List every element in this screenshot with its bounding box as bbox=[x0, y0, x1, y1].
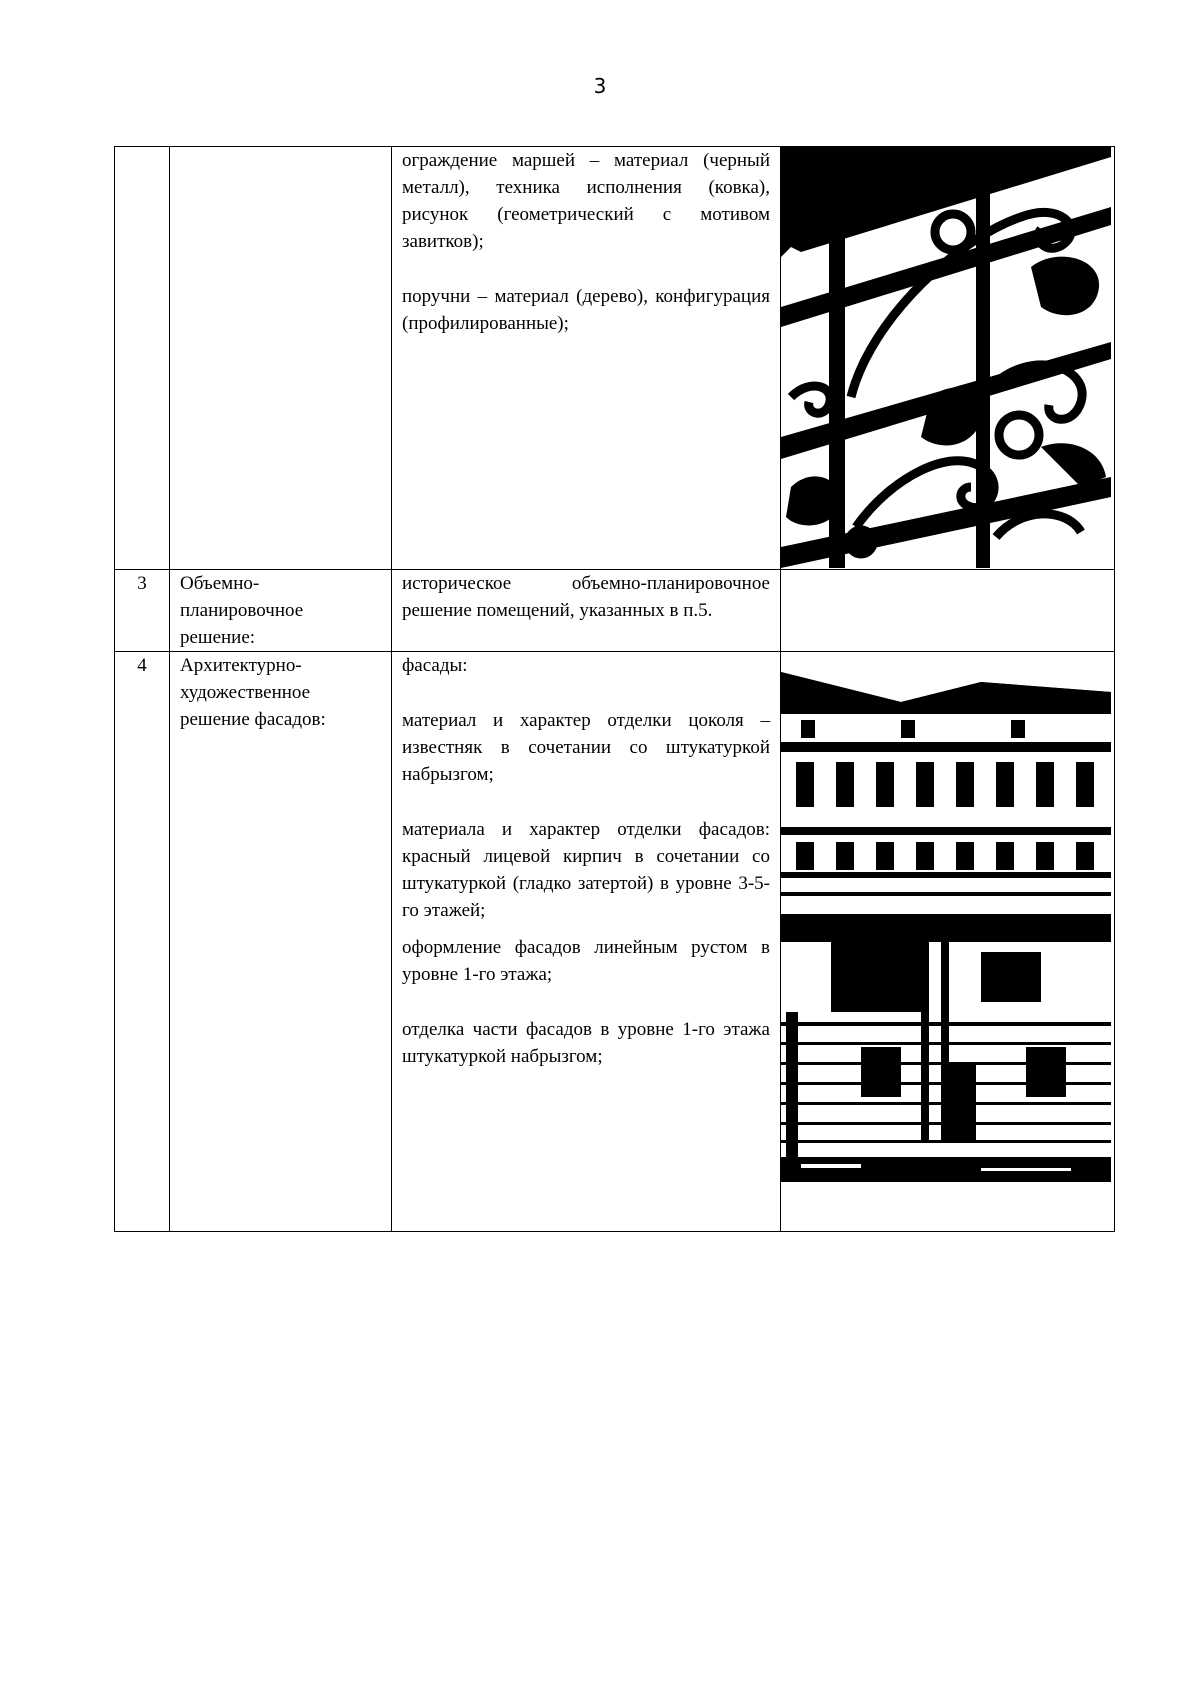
row-number-cell: 3 bbox=[115, 570, 170, 652]
row-number-cell bbox=[115, 147, 170, 570]
page-number: 3 bbox=[593, 74, 607, 98]
row-description-cell bbox=[392, 147, 781, 570]
row-name-cell: Объемно-планировочное решение: bbox=[170, 570, 392, 652]
facade-finish-description: материала и характер отделки фасадов: красный лицевой кирпич в сочетании со штукатуркой (гладко затертой) в уровне 3-5-го этажей; bbox=[402, 819, 770, 921]
row-image-cell-empty bbox=[781, 570, 1115, 652]
wrought-iron-railing-photo bbox=[781, 147, 1111, 568]
row-name-cell: Архитектурно-художественное решение фасадов: bbox=[170, 652, 392, 1232]
facade-upper-floors-photo bbox=[781, 652, 1111, 942]
rustication-description: оформление фасадов линейным рустом в уровне 1-го этажа; bbox=[402, 937, 770, 985]
row-number-cell: 4 bbox=[115, 652, 170, 1232]
table-row-4 bbox=[115, 652, 1115, 1232]
specification-table bbox=[114, 146, 1115, 1232]
railing-description: ограждение маршей – материал (черный металл), техника исполнения (ковка), рисунок (геометрический с мотивом завитков); bbox=[402, 150, 770, 252]
row-description-cell bbox=[392, 570, 781, 652]
facades-heading: фасады: bbox=[402, 655, 468, 676]
ground-floor-finish-description: отделка части фасадов в уровне 1-го этажа штукатуркой набрызгом; bbox=[402, 1019, 770, 1067]
row-name-cell bbox=[170, 147, 392, 570]
row-description-cell bbox=[392, 652, 781, 1232]
plinth-finish-description: материал и характер отделки цоколя – известняк в сочетании со штукатуркой набрызгом; bbox=[402, 710, 770, 785]
table-row-3 bbox=[115, 570, 1115, 652]
handrail-description: поручни – материал (дерево), конфигурация (профилированные); bbox=[402, 286, 770, 334]
facade-ground-floor-photo bbox=[781, 942, 1111, 1182]
layout-description: историческое объемно-планировочное решение помещений, указанных в п.5. bbox=[402, 573, 770, 621]
row-image-cell bbox=[781, 652, 1115, 1232]
table-row-railing bbox=[115, 147, 1115, 570]
row-image-cell bbox=[781, 147, 1115, 570]
